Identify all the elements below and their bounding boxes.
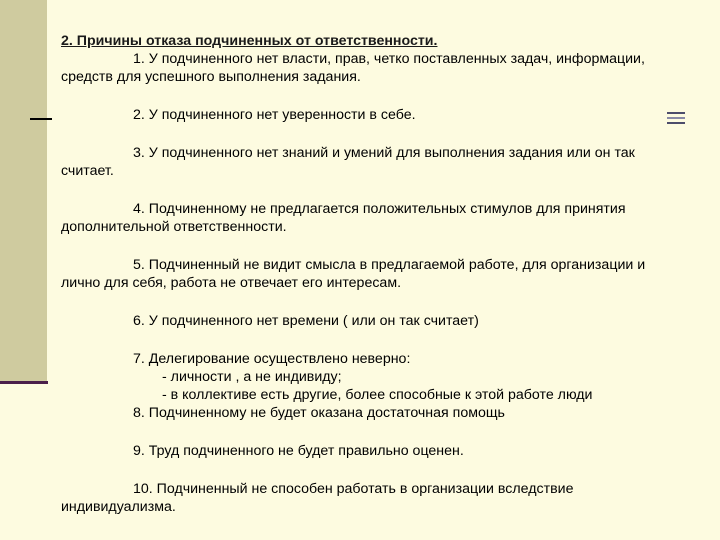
reason-3: 3. У подчиненного нет знаний и умений для выполнения задания или он так считает. bbox=[61, 145, 635, 179]
reason-9: 9. Труд подчиненного не будет правильно оценен. bbox=[133, 443, 464, 459]
reason-2: 2. У подчиненного нет уверенности в себе. bbox=[133, 107, 416, 123]
reason-10: 10. Подчиненный не способен работать в организации вследствие индивидуализма. bbox=[61, 481, 574, 515]
reason-8: 8. Подчиненному не будет оказана достаточная помощь bbox=[133, 405, 505, 421]
reason-7-sub-1: - личности , а не индивиду; bbox=[162, 369, 342, 385]
reason-1: 1. У подчиненного нет власти, прав, четко поставленных задач, информации, средств для успешного выполнения задания. bbox=[61, 51, 645, 85]
decorative-sidebar-underline bbox=[0, 381, 48, 384]
decorative-sidebar bbox=[0, 0, 47, 382]
left-dash-mark bbox=[30, 118, 52, 120]
slide-title: 2. Причины отказа подчиненных от ответственности. bbox=[61, 33, 438, 49]
slide-content bbox=[61, 32, 671, 516]
reason-7: 7. Делегирование осуществлено неверно: bbox=[133, 351, 411, 367]
reason-4: 4. Подчиненному не предлагается положительных стимулов для принятия дополнительной ответственности. bbox=[61, 201, 626, 235]
reason-7-sub-2: - в коллективе есть другие, более способные к этой работе люди bbox=[162, 387, 593, 403]
reason-5: 5. Подчиненный не видит смысла в предлагаемой работе, для организации и лично для себя, работа не отвечает его интересам. bbox=[61, 257, 646, 291]
reason-6: 6. У подчиненного нет времени ( или он так считает) bbox=[133, 313, 479, 329]
